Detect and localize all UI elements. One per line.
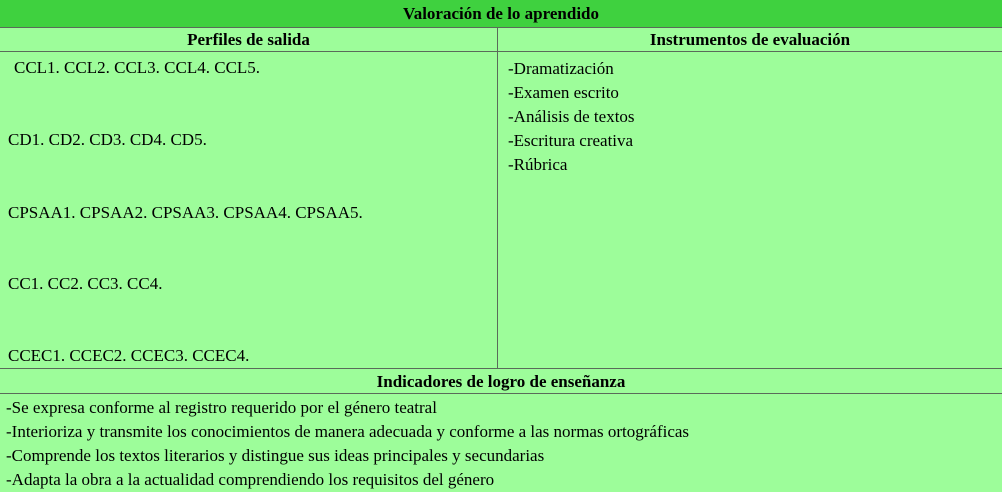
list-item: -Examen escrito [508,83,619,102]
profile-cpsaa: CPSAA1. CPSAA2. CPSAA3. CPSAA4. CPSAA5. [8,203,363,222]
indicators-header: Indicadores de logro de enseñanza [0,368,1002,394]
list-item: -Análisis de textos [508,107,635,126]
list-item: -Adapta la obra a la actualidad comprendiendo los requisitos del género [6,470,495,489]
profiles-column-header: Perfiles de salida [0,28,498,52]
instruments-list [508,57,635,177]
indicators-list [6,396,689,492]
list-item: -Se expresa conforme al registro requerido por el género teatral [6,398,437,417]
profile-cc: CC1. CC2. CC3. CC4. [8,274,163,293]
list-item: -Interioriza y transmite los conocimientos de manera adecuada y conforme a las normas ortográficas [6,422,690,441]
list-item: -Comprende los textos literarios y distingue sus ideas principales y secundarias [6,446,545,465]
profile-ccl: CCL1. CCL2. CCL3. CCL4. CCL5. [14,58,261,77]
list-item: -Dramatización [508,59,614,78]
profiles-cell [0,52,498,368]
table-title: Valoración de lo aprendido [0,0,1002,28]
profile-cd: CD1. CD2. CD3. CD4. CD5. [8,130,207,149]
instruments-cell [498,52,1002,368]
instruments-column-header: Instrumentos de evaluación [498,28,1002,52]
profile-ccec: CCEC1. CCEC2. CCEC3. CCEC4. [8,346,250,365]
list-item: -Rúbrica [508,155,568,174]
list-item: -Escritura creativa [508,131,634,150]
